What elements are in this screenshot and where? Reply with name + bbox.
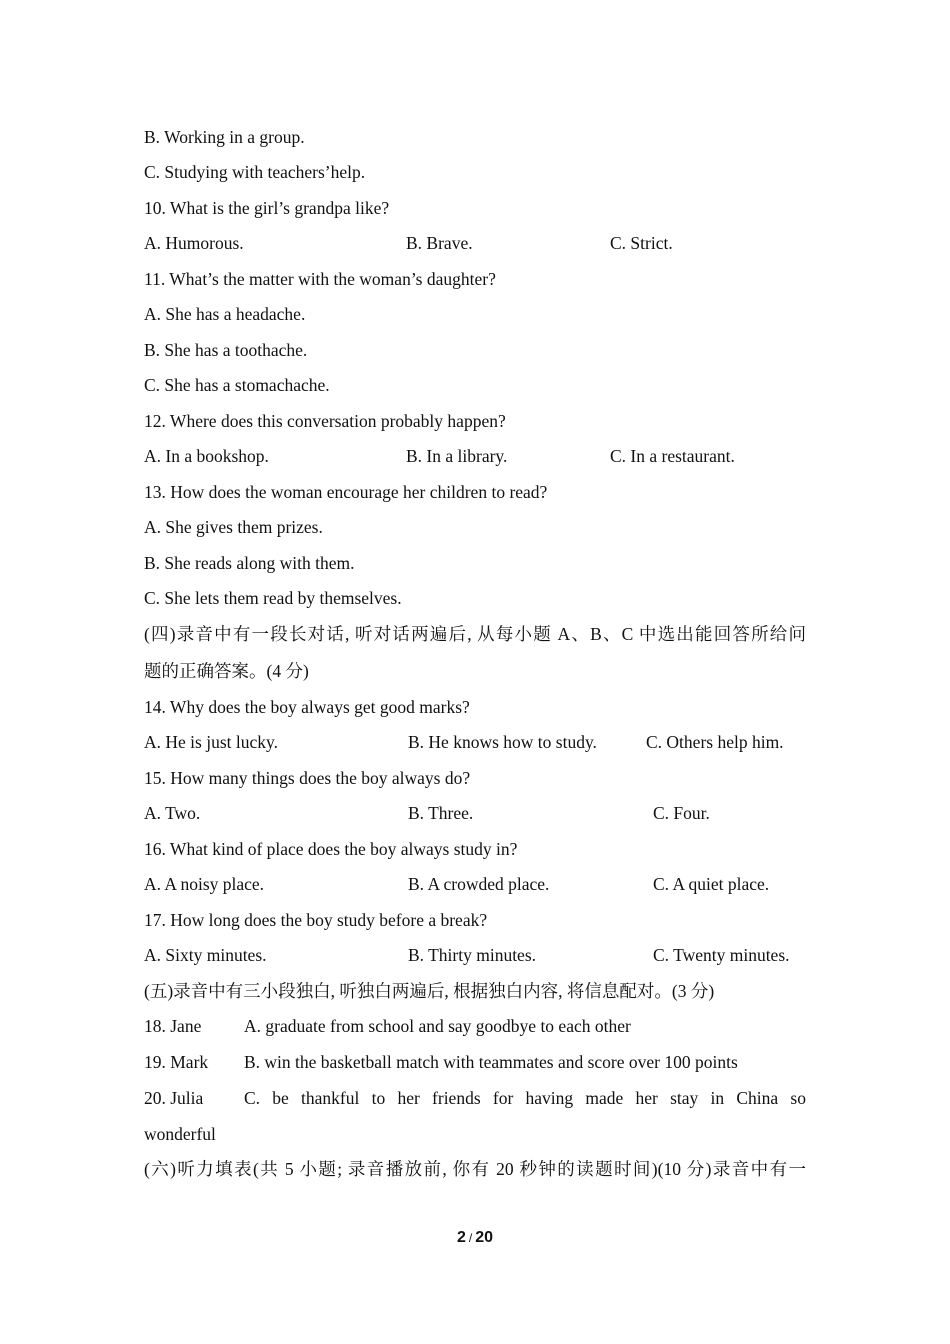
question-17: 17. How long does the boy study before a break? — [144, 910, 488, 930]
match-text-20-continued: wonderful — [144, 1124, 216, 1144]
match-name: 19. Mark — [144, 1052, 209, 1072]
option-b: B. Three. — [408, 803, 474, 823]
option-c: C. Others help him. — [646, 732, 784, 752]
match-text-20: C. be thankful to her friends for having made her stay in China so — [244, 1088, 806, 1108]
option-a: A. Humorous. — [144, 233, 244, 253]
option-c: C. Twenty minutes. — [653, 945, 790, 965]
option-b: B. He knows how to study. — [408, 732, 597, 752]
question-11: 11. What’s the matter with the woman’s daughter? — [144, 269, 496, 289]
option-b: B. Thirty minutes. — [408, 945, 537, 965]
question-12: 12. Where does this conversation probably happen? — [144, 411, 506, 431]
option-c: C. A quiet place. — [653, 874, 770, 894]
option-a: A. He is just lucky. — [144, 732, 278, 752]
option-c: C. In a restaurant. — [610, 446, 735, 466]
option-line: A. She has a headache. — [144, 304, 306, 324]
option-a: A. In a bookshop. — [144, 446, 269, 466]
section-4-heading-line2: 题的正确答案。(4 分) — [144, 661, 309, 681]
match-text: B. win the basketball match with teammates and score over 100 points — [244, 1052, 738, 1072]
option-line: C. She lets them read by themselves. — [144, 588, 402, 608]
option-line: C. She has a stomachache. — [144, 375, 330, 395]
option-a: A. Two. — [144, 803, 201, 823]
current-page: 2 — [456, 1229, 466, 1246]
option-a: A. Sixty minutes. — [144, 945, 267, 965]
option-b: B. Brave. — [406, 233, 473, 253]
question-16: 16. What kind of place does the boy always study in? — [144, 839, 518, 859]
page-separator: / — [468, 1231, 473, 1245]
option-c: C. Strict. — [610, 233, 673, 253]
total-pages: 20 — [475, 1229, 494, 1246]
option-line: A. She gives them prizes. — [144, 517, 323, 537]
option-line: C. Studying with teachers’help. — [144, 162, 366, 182]
question-15: 15. How many things does the boy always do? — [144, 768, 471, 788]
match-name: 18. Jane — [144, 1016, 202, 1036]
page-number — [0, 1229, 950, 1247]
question-13: 13. How does the woman encourage her children to read? — [144, 482, 548, 502]
section-5-heading: (五)录音中有三小段独白, 听独白两遍后, 根据独白内容, 将信息配对。(3 分) — [144, 981, 715, 1001]
option-line: B. She has a toothache. — [144, 340, 308, 360]
section-4-heading-line1: (四)录音中有一段长对话, 听对话两遍后, 从每小题 A、B、C 中选出能回答所给问 — [144, 624, 806, 644]
option-c: C. Four. — [653, 803, 710, 823]
option-line: B. She reads along with them. — [144, 553, 355, 573]
question-10: 10. What is the girl’s grandpa like? — [144, 198, 390, 218]
match-text: A. graduate from school and say goodbye to each other — [244, 1016, 631, 1036]
question-14: 14. Why does the boy always get good marks? — [144, 697, 470, 717]
option-b: B. A crowded place. — [408, 874, 550, 894]
option-line: B. Working in a group. — [144, 127, 305, 147]
option-b: B. In a library. — [406, 446, 508, 466]
option-a: A. A noisy place. — [144, 874, 265, 894]
section-6-heading: (六)听力填表(共 5 小题; 录音播放前, 你有 20 秒钟的读题时间)(10 分)录音中有一 — [144, 1159, 806, 1179]
match-name: 20. Julia — [144, 1088, 204, 1108]
